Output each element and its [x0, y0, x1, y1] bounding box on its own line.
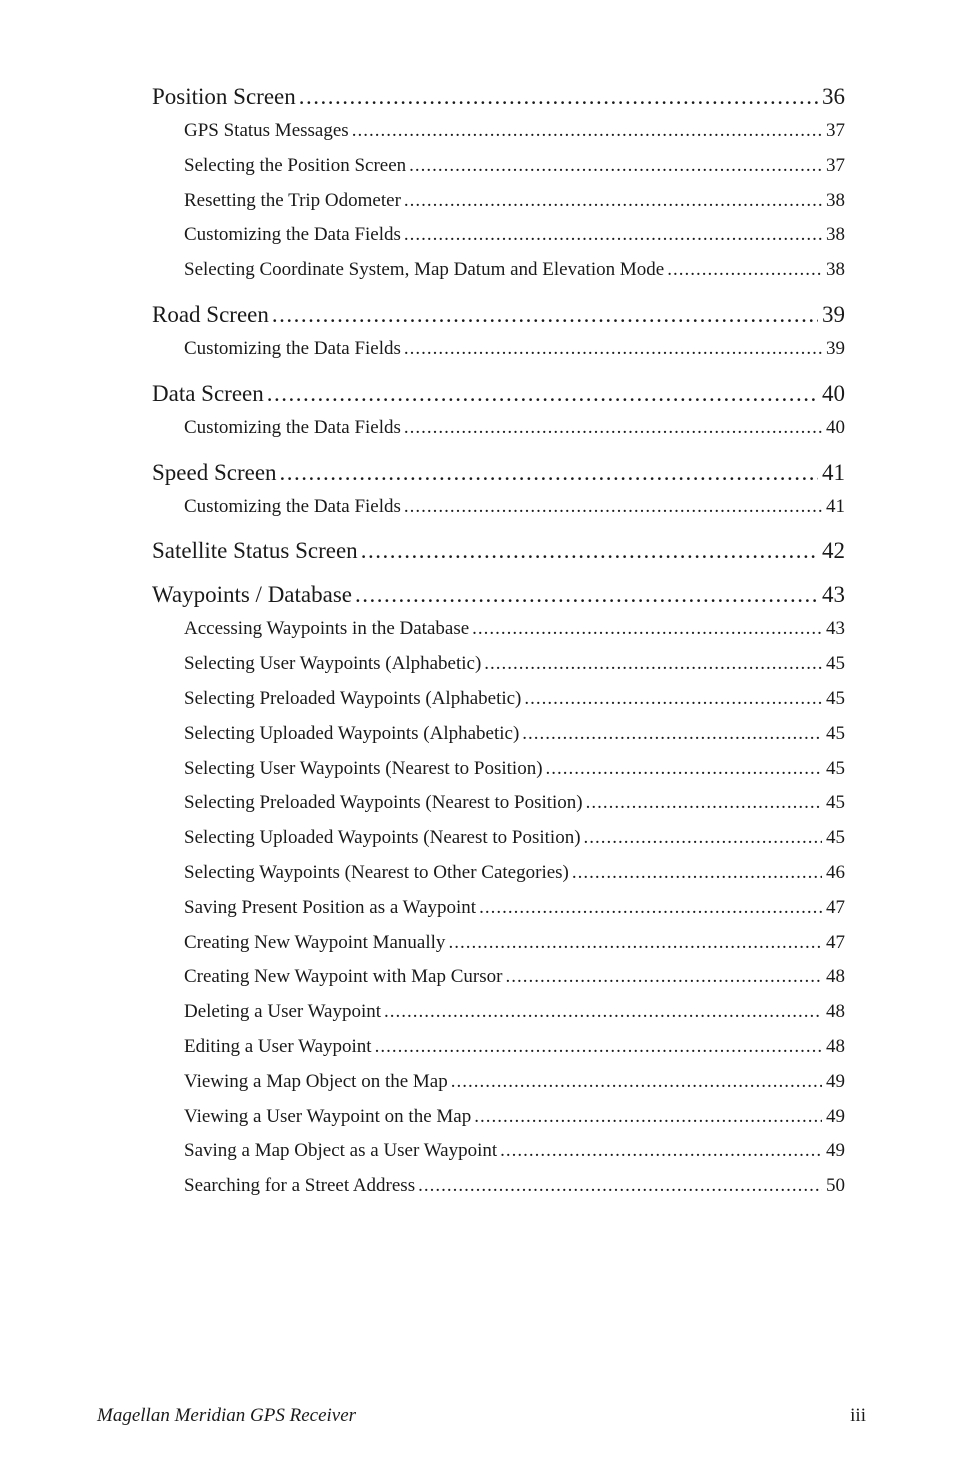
toc-dot-leader	[404, 184, 822, 219]
toc-entry-title: Accessing Waypoints in the Database	[184, 618, 470, 640]
toc-dot-leader	[299, 80, 818, 114]
toc-entry-title: Speed Screen	[152, 459, 277, 485]
toc-entry-page: 41	[822, 459, 845, 485]
toc-entry-page: 47	[826, 931, 845, 953]
toc-entry-page: 49	[826, 1070, 845, 1092]
toc-entry-page: 40	[822, 380, 845, 406]
toc-subsection-entry[interactable]	[152, 821, 845, 856]
toc-subsection-entry[interactable]	[152, 1134, 845, 1169]
toc-dot-leader	[479, 891, 822, 926]
toc-entry-title: Searching for a Street Address	[184, 1175, 416, 1197]
toc-entry-page: 48	[826, 1001, 845, 1023]
toc-dot-leader	[384, 995, 822, 1030]
toc-entry-title: Creating New Waypoint Manually	[184, 931, 446, 953]
toc-entry-title: Selecting Coordinate System, Map Datum and Elevation Mode	[184, 259, 665, 281]
toc-entry-title: Selecting Uploaded Waypoints (Alphabetic)	[184, 722, 520, 744]
toc-entry-title: Viewing a Map Object on the Map	[184, 1070, 448, 1092]
toc-dot-leader	[409, 149, 822, 184]
toc-entry-title: Creating New Waypoint with Map Cursor	[184, 966, 503, 988]
toc-entry-title: Road Screen	[152, 301, 269, 327]
toc-entry-title: Saving Present Position as a Waypoint	[184, 896, 477, 918]
toc-dot-leader	[572, 856, 822, 891]
toc-entry-title: Waypoints / Database	[152, 582, 352, 608]
toc-section-entry[interactable]	[152, 456, 845, 490]
toc-subsection-entry[interactable]	[152, 717, 845, 752]
toc-dot-leader	[584, 821, 822, 856]
table-of-contents	[152, 80, 845, 1204]
toc-subsection-entry[interactable]	[152, 752, 845, 787]
toc-dot-leader	[484, 647, 822, 682]
toc-entry-page: 38	[826, 259, 845, 281]
toc-entry-page: 45	[826, 722, 845, 744]
toc-subsection-entry[interactable]	[152, 114, 845, 149]
toc-subsection-entry[interactable]	[152, 960, 845, 995]
toc-entry-page: 45	[826, 757, 845, 779]
toc-entry-title: Selecting Waypoints (Nearest to Other Categories)	[184, 861, 569, 883]
toc-entry-page: 38	[826, 224, 845, 246]
toc-entry-page: 37	[826, 120, 845, 141]
toc-subsection-entry[interactable]	[152, 218, 845, 253]
toc-dot-leader	[474, 1100, 822, 1135]
toc-entry-page: 39	[826, 337, 845, 359]
toc-dot-leader	[280, 456, 818, 490]
toc-entry-page: 39	[822, 301, 845, 327]
toc-dot-leader	[404, 411, 822, 446]
footer-title: Magellan Meridian GPS Receiver	[97, 1405, 357, 1426]
toc-entry-title: Selecting Preloaded Waypoints (Nearest to Position)	[184, 792, 583, 814]
toc-subsection-entry[interactable]	[152, 856, 845, 891]
toc-dot-leader	[355, 578, 818, 612]
toc-dot-leader	[352, 114, 822, 149]
toc-entry-page: 40	[826, 416, 845, 438]
toc-dot-leader	[586, 786, 822, 821]
toc-subsection-entry[interactable]	[152, 1065, 845, 1100]
toc-entry-page: 42	[822, 538, 845, 564]
toc-entry-title: Selecting the Position Screen	[184, 154, 407, 176]
toc-entry-page: 36	[822, 84, 845, 109]
toc-section-entry[interactable]	[152, 534, 845, 568]
toc-entry-page: 46	[826, 861, 845, 883]
toc-dot-leader	[500, 1134, 822, 1169]
toc-subsection-entry[interactable]	[152, 995, 845, 1030]
toc-entry-page: 41	[826, 495, 845, 517]
toc-entry-title: Position Screen	[152, 84, 296, 109]
toc-entry-page: 45	[826, 792, 845, 814]
toc-entry-title: Saving a Map Object as a User Waypoint	[184, 1140, 498, 1162]
toc-entry-title: Customizing the Data Fields	[184, 337, 401, 359]
toc-entry-title: Customizing the Data Fields	[184, 416, 401, 438]
toc-subsection-entry[interactable]	[152, 332, 845, 367]
toc-dot-leader	[546, 752, 822, 787]
toc-section-entry[interactable]	[152, 578, 845, 612]
toc-subsection-entry[interactable]	[152, 1169, 845, 1204]
toc-section-entry[interactable]	[152, 298, 845, 332]
toc-entry-page: 45	[826, 687, 845, 709]
toc-subsection-entry[interactable]	[152, 490, 845, 525]
toc-entry-page: 37	[826, 154, 845, 176]
toc-entry-title: Satellite Status Screen	[152, 538, 358, 564]
toc-dot-leader	[448, 926, 822, 961]
toc-dot-leader	[472, 612, 822, 647]
footer-page-number: iii	[850, 1405, 866, 1426]
toc-entry-page: 48	[826, 1035, 845, 1057]
toc-entry-page: 38	[826, 189, 845, 211]
toc-dot-leader	[451, 1065, 822, 1100]
toc-entry-page: 50	[826, 1175, 845, 1197]
toc-dot-leader	[522, 717, 822, 752]
toc-dot-leader	[361, 534, 818, 568]
toc-dot-leader	[375, 1030, 822, 1065]
toc-entry-title: Selecting User Waypoints (Alphabetic)	[184, 653, 482, 675]
toc-entry-page: 45	[826, 827, 845, 849]
toc-entry-title: GPS Status Messages	[184, 120, 349, 141]
toc-section-entry[interactable]	[152, 377, 845, 411]
toc-subsection-entry[interactable]	[152, 184, 845, 219]
toc-entry-title: Editing a User Waypoint	[184, 1035, 372, 1057]
toc-entry-title: Viewing a User Waypoint on the Map	[184, 1105, 472, 1127]
toc-subsection-entry[interactable]	[152, 612, 845, 647]
toc-section-entry[interactable]	[152, 80, 845, 114]
toc-dot-leader	[505, 960, 822, 995]
toc-entry-page: 43	[822, 582, 845, 608]
toc-subsection-entry[interactable]	[152, 1100, 845, 1135]
toc-entry-title: Customizing the Data Fields	[184, 224, 401, 246]
toc-dot-leader	[272, 298, 818, 332]
toc-entry-title: Data Screen	[152, 380, 264, 406]
toc-dot-leader	[267, 377, 818, 411]
toc-entry-title: Customizing the Data Fields	[184, 495, 401, 517]
toc-dot-leader	[667, 253, 822, 288]
toc-entry-page: 48	[826, 966, 845, 988]
toc-dot-leader	[404, 332, 822, 367]
toc-subsection-entry[interactable]	[152, 786, 845, 821]
toc-subsection-entry[interactable]	[152, 253, 845, 288]
toc-dot-leader	[404, 490, 822, 525]
toc-entry-title: Selecting Preloaded Waypoints (Alphabetic)	[184, 687, 522, 709]
toc-subsection-entry[interactable]	[152, 926, 845, 961]
toc-entry-page: 43	[826, 618, 845, 640]
toc-dot-leader	[404, 218, 822, 253]
toc-subsection-entry[interactable]	[152, 1030, 845, 1065]
toc-entry-title: Selecting Uploaded Waypoints (Nearest to Position)	[184, 827, 581, 849]
toc-entry-title: Deleting a User Waypoint	[184, 1001, 382, 1023]
toc-dot-leader	[524, 682, 822, 717]
toc-subsection-entry[interactable]	[152, 682, 845, 717]
toc-subsection-entry[interactable]	[152, 891, 845, 926]
toc-subsection-entry[interactable]	[152, 149, 845, 184]
toc-dot-leader	[418, 1169, 822, 1204]
toc-entry-page: 45	[826, 653, 845, 675]
toc-entry-title: Resetting the Trip Odometer	[184, 189, 401, 211]
toc-subsection-entry[interactable]	[152, 647, 845, 682]
toc-entry-page: 49	[826, 1140, 845, 1162]
toc-entry-page: 47	[826, 896, 845, 918]
toc-entry-page: 49	[826, 1105, 845, 1127]
toc-subsection-entry[interactable]	[152, 411, 845, 446]
toc-entry-title: Selecting User Waypoints (Nearest to Position)	[184, 757, 543, 779]
